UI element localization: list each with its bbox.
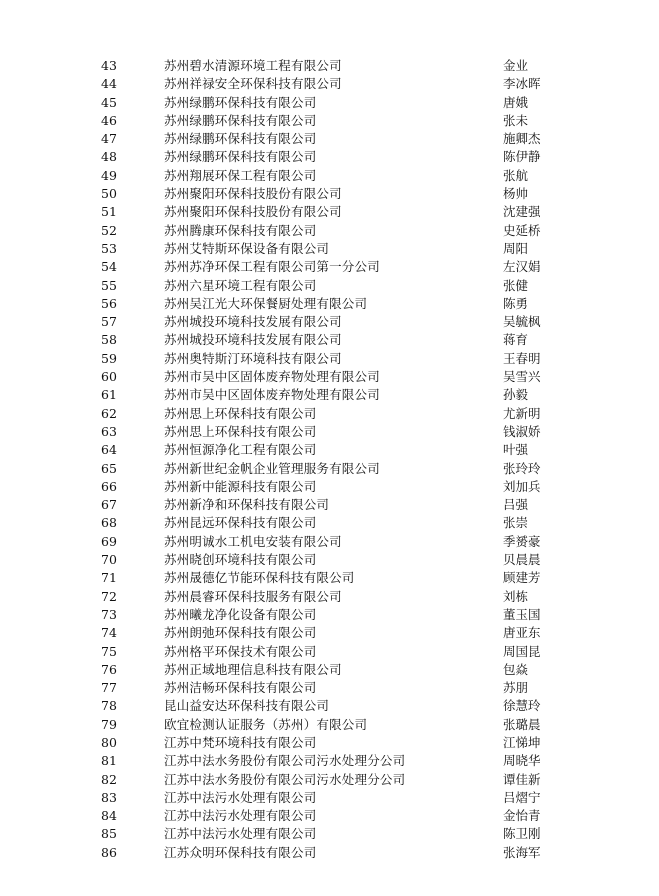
row-number: 45 (101, 94, 117, 110)
table-row (0, 277, 659, 295)
table-row (0, 825, 659, 843)
row-number: 60 (101, 369, 117, 385)
table-row (0, 94, 659, 112)
person-name: 施卿杰 (503, 131, 541, 147)
person-name: 包焱 (503, 661, 529, 677)
row-number: 70 (101, 552, 117, 568)
row-number: 44 (101, 76, 117, 92)
company-name: 苏州明诚水工机电安装有限公司 (164, 533, 342, 549)
company-name: 江苏中法污水处理有限公司 (164, 808, 317, 824)
person-name: 尤新明 (503, 405, 541, 421)
person-name: 左汉娟 (503, 259, 541, 275)
table-row (0, 569, 659, 587)
table-row (0, 203, 659, 221)
company-name: 江苏中法水务股份有限公司污水处理分公司 (164, 753, 406, 769)
row-number: 77 (101, 680, 117, 696)
table-row (0, 734, 659, 752)
company-name: 苏州晟德亿节能环保科技有限公司 (164, 570, 355, 586)
table-row (0, 313, 659, 331)
person-name: 金怡青 (503, 808, 541, 824)
table-row (0, 350, 659, 368)
row-number: 67 (101, 497, 117, 513)
row-number: 64 (101, 442, 117, 458)
company-name: 苏州绿鹏环保科技有限公司 (164, 94, 317, 110)
row-number: 85 (101, 826, 117, 842)
table-row (0, 551, 659, 569)
table-row (0, 185, 659, 203)
person-name: 谭佳新 (503, 771, 541, 787)
table-row (0, 697, 659, 715)
row-number: 63 (101, 423, 117, 439)
table-row (0, 496, 659, 514)
person-name: 沈建强 (503, 204, 541, 220)
row-number: 66 (101, 478, 117, 494)
person-name: 吕强 (503, 497, 529, 513)
table-row (0, 771, 659, 789)
row-number: 86 (101, 844, 117, 860)
table-row (0, 844, 659, 862)
table-row (0, 386, 659, 404)
person-name: 史延桥 (503, 222, 541, 238)
person-name: 周晓华 (503, 753, 541, 769)
person-name: 贝晨晨 (503, 552, 541, 568)
person-name: 唐亚东 (503, 625, 541, 641)
table-row (0, 533, 659, 551)
company-name: 江苏中法污水处理有限公司 (164, 789, 317, 805)
company-name: 苏州市吴中区固体废弃物处理有限公司 (164, 369, 380, 385)
table-row (0, 130, 659, 148)
person-name: 张海军 (503, 844, 541, 860)
row-number: 62 (101, 405, 117, 421)
table-row (0, 75, 659, 93)
company-name: 江苏中法水务股份有限公司污水处理分公司 (164, 771, 406, 787)
person-name: 吴毓枫 (503, 314, 541, 330)
company-name: 江苏中梵环境科技有限公司 (164, 734, 317, 750)
row-number: 57 (101, 314, 117, 330)
table-row (0, 624, 659, 642)
table-row (0, 643, 659, 661)
table-row (0, 679, 659, 697)
table-row (0, 222, 659, 240)
company-name: 苏州思上环保科技有限公司 (164, 423, 317, 439)
table-row (0, 460, 659, 478)
person-name: 刘栋 (503, 588, 529, 604)
table-row (0, 514, 659, 532)
company-name: 苏州朗弛环保科技有限公司 (164, 625, 317, 641)
row-number: 52 (101, 222, 117, 238)
company-name: 苏州聚阳环保科技股份有限公司 (164, 186, 342, 202)
company-name: 苏州晨睿环保科技服务有限公司 (164, 588, 342, 604)
table-row (0, 405, 659, 423)
person-name: 张健 (503, 277, 529, 293)
person-name: 徐慧玲 (503, 698, 541, 714)
row-number: 61 (101, 387, 117, 403)
row-number: 48 (101, 149, 117, 165)
table-row (0, 716, 659, 734)
company-name: 苏州正域地理信息科技有限公司 (164, 661, 342, 677)
company-name: 苏州绿鹏环保科技有限公司 (164, 149, 317, 165)
person-name: 刘加兵 (503, 478, 541, 494)
company-name: 苏州腾康环保科技有限公司 (164, 222, 317, 238)
company-name: 苏州城投环境科技发展有限公司 (164, 332, 342, 348)
row-number: 79 (101, 716, 117, 732)
row-number: 55 (101, 277, 117, 293)
row-number: 78 (101, 698, 117, 714)
company-name: 苏州思上环保科技有限公司 (164, 405, 317, 421)
table-row (0, 807, 659, 825)
company-name: 苏州奥特斯汀环境科技有限公司 (164, 350, 342, 366)
row-number: 75 (101, 643, 117, 659)
company-name: 苏州新世纪金帆企业管理服务有限公司 (164, 460, 380, 476)
person-name: 金业 (503, 58, 529, 73)
person-name: 江悌坤 (503, 734, 541, 750)
company-name: 苏州绿鹏环保科技有限公司 (164, 131, 317, 147)
row-number: 47 (101, 131, 117, 147)
table-row (0, 148, 659, 166)
person-name: 张未 (503, 112, 529, 128)
table-row (0, 331, 659, 349)
company-name: 苏州艾特斯环保设备有限公司 (164, 240, 330, 256)
table-row (0, 588, 659, 606)
row-number: 56 (101, 295, 117, 311)
table-row (0, 423, 659, 441)
company-name: 苏州祥禄安全环保科技有限公司 (164, 76, 342, 92)
row-number: 58 (101, 332, 117, 348)
company-name: 苏州绿鹏环保科技有限公司 (164, 112, 317, 128)
company-name: 苏州翔展环保工程有限公司 (164, 167, 317, 183)
person-name: 顾建芳 (503, 570, 541, 586)
row-number: 72 (101, 588, 117, 604)
person-name: 叶强 (503, 442, 529, 458)
company-name: 苏州新中能源科技有限公司 (164, 478, 317, 494)
table-row (0, 112, 659, 130)
row-number: 49 (101, 167, 117, 183)
table-row (0, 240, 659, 258)
row-number: 83 (101, 789, 117, 805)
row-number: 46 (101, 112, 117, 128)
person-name: 张玲玲 (503, 460, 541, 476)
row-number: 54 (101, 259, 117, 275)
company-name: 苏州碧水清源环境工程有限公司 (164, 58, 342, 73)
person-name: 孙毅 (503, 387, 529, 403)
company-name: 苏州市吴中区固体废弃物处理有限公司 (164, 387, 380, 403)
company-name: 苏州恒源净化工程有限公司 (164, 442, 317, 458)
company-name: 苏州吴江光大环保餐厨处理有限公司 (164, 295, 368, 311)
person-name: 蒋育 (503, 332, 529, 348)
person-name: 周阳 (503, 240, 529, 256)
row-number: 65 (101, 460, 117, 476)
table-row (0, 57, 659, 75)
row-number: 69 (101, 533, 117, 549)
person-name: 张璐晨 (503, 716, 541, 732)
company-name: 江苏众明环保科技有限公司 (164, 844, 317, 860)
row-number: 73 (101, 606, 117, 622)
company-name: 欧宜检测认证服务（苏州）有限公司 (164, 716, 368, 732)
company-name: 苏州格平环保技术有限公司 (164, 643, 317, 659)
person-name: 唐娥 (503, 94, 529, 110)
person-name: 周国昆 (503, 643, 541, 659)
person-name: 钱淑娇 (503, 423, 541, 439)
table-row (0, 167, 659, 185)
table-row (0, 258, 659, 276)
table-row (0, 661, 659, 679)
person-name: 王春明 (503, 350, 541, 366)
company-name: 苏州曦龙净化设备有限公司 (164, 606, 317, 622)
company-name: 昆山益安达环保科技有限公司 (164, 698, 330, 714)
company-name: 苏州晓创环境科技有限公司 (164, 552, 317, 568)
table-row (0, 478, 659, 496)
company-name: 苏州昆远环保科技有限公司 (164, 515, 317, 531)
company-name: 苏州苏净环保工程有限公司第一分公司 (164, 259, 380, 275)
person-name: 张崇 (503, 515, 529, 531)
company-name: 苏州新净和环保科技有限公司 (164, 497, 330, 513)
row-number: 81 (101, 753, 117, 769)
person-name: 陈勇 (503, 295, 529, 311)
company-name: 苏州洁畅环保科技有限公司 (164, 680, 317, 696)
row-number: 82 (101, 771, 117, 787)
row-number: 76 (101, 661, 117, 677)
personnel-list (0, 57, 659, 862)
person-name: 吕熠宁 (503, 789, 541, 805)
company-name: 江苏中法污水处理有限公司 (164, 826, 317, 842)
row-number: 50 (101, 186, 117, 202)
row-number: 74 (101, 625, 117, 641)
person-name: 陈伊静 (503, 149, 541, 165)
person-name: 陈卫刚 (503, 826, 541, 842)
row-number: 43 (101, 58, 117, 73)
row-number: 53 (101, 240, 117, 256)
row-number: 51 (101, 204, 117, 220)
row-number: 80 (101, 734, 117, 750)
person-name: 季赟豪 (503, 533, 541, 549)
person-name: 董玉国 (503, 606, 541, 622)
row-number: 59 (101, 350, 117, 366)
company-name: 苏州城投环境科技发展有限公司 (164, 314, 342, 330)
table-row (0, 368, 659, 386)
person-name: 杨帅 (503, 186, 529, 202)
row-number: 68 (101, 515, 117, 531)
person-name: 李冰晖 (503, 76, 541, 92)
company-name: 苏州六星环境工程有限公司 (164, 277, 317, 293)
person-name: 苏朋 (503, 680, 529, 696)
table-row (0, 606, 659, 624)
table-row (0, 295, 659, 313)
company-name: 苏州聚阳环保科技股份有限公司 (164, 204, 342, 220)
row-number: 71 (101, 570, 117, 586)
row-number: 84 (101, 808, 117, 824)
person-name: 张航 (503, 167, 529, 183)
person-name: 吴雪兴 (503, 369, 541, 385)
table-row (0, 789, 659, 807)
table-row (0, 441, 659, 459)
table-row (0, 752, 659, 770)
